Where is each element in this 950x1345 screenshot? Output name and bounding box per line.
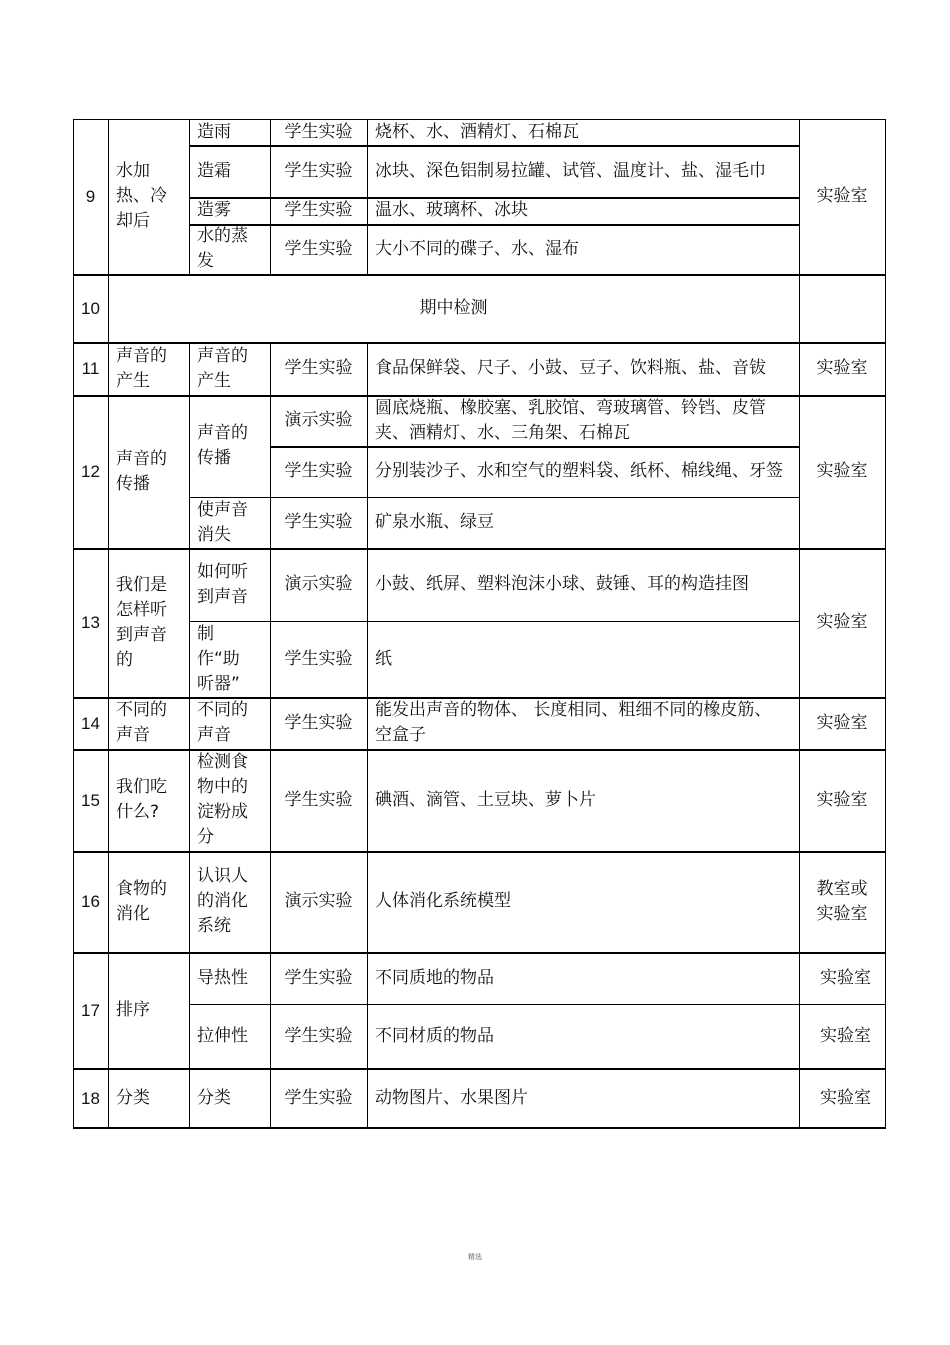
location [799,697,885,749]
experiment-type [270,1004,367,1068]
lesson-name [108,548,189,697]
topic-name-text: 认识人的消化系统 [197,866,248,936]
row-number-text: 13 [81,613,100,632]
lesson-name [108,851,189,952]
topic-name [189,497,270,548]
experiment-type-text: 学生实验 [284,358,353,378]
topic-name-text: 如何听到声音 [197,561,248,607]
materials [367,446,799,497]
topic-name-text: 造雨 [197,121,231,142]
materials-text: 能发出声音的物体、 长度相同、粗细不同的橡皮筋、空盒子 [375,700,772,745]
location-text: 实验室 [816,358,868,378]
experiment-type [270,197,367,224]
topic-name-text: 声音的产生 [197,345,248,391]
experiment-type-text: 演示实验 [284,410,353,430]
table-rule [799,274,800,342]
materials-text: 不同材质的物品 [375,1025,494,1046]
location-text: 实验室 [820,1087,871,1108]
location [799,952,885,1004]
topic-name-text: 检测食物中的淀粉成分 [197,752,248,847]
materials-text: 烧杯、水、酒精灯、石棉瓦 [375,121,579,142]
topic-name [189,749,270,851]
experiment-type [270,224,367,274]
location-text: 实验室 [820,1025,871,1046]
experiment-type-text: 学生实验 [284,200,353,220]
experiment-type [270,342,367,395]
topic-name-text: 导热性 [197,967,248,988]
location [799,851,885,952]
topic-name [189,145,270,197]
experiment-type [270,1068,367,1128]
materials-text: 冰块、深色铝制易拉罐、试管、温度计、盐、湿毛巾 [375,160,766,181]
topic-name-text: 使声音消失 [197,499,248,545]
location-text: 教室或实验室 [816,878,868,924]
location [799,1068,885,1128]
lesson-name [108,395,189,548]
materials-text: 不同质地的物品 [375,967,494,988]
materials-text: 食品保鲜袋、尺子、小鼓、豆子、饮料瓶、盐、音钹 [375,358,766,378]
topic-name-text: 不同的声音 [197,700,248,745]
experiment-type [270,548,367,621]
experiment-type [270,952,367,1004]
experiment-type-text: 学生实验 [284,967,353,988]
location-text: 实验室 [816,612,868,632]
experiment-type-text: 学生实验 [284,238,353,259]
materials [367,145,799,197]
topic-name [189,851,270,952]
materials [367,548,799,621]
row-number-text: 10 [81,298,100,318]
materials [367,497,799,548]
topic-name-text: 拉伸性 [197,1025,248,1046]
lesson-name [108,119,189,274]
midterm-label [108,274,799,342]
experiment-type [270,119,367,145]
experiment-type [270,446,367,497]
row-number-text: 18 [81,1088,100,1108]
location-text: 实验室 [816,712,868,733]
location [799,119,885,274]
materials [367,197,799,224]
materials-text: 分别装沙子、水和空气的塑料袋、纸杯、棉线绳、牙签 [375,461,783,481]
experiment-type-text: 学生实验 [284,789,353,810]
lesson-name-text: 我们吃什么? [116,777,167,822]
experiment-type-text: 学生实验 [284,512,353,532]
row-number-text: 17 [81,1000,100,1020]
experiment-type-text: 学生实验 [284,1087,353,1108]
experiment-type [270,851,367,952]
topic-name [189,621,270,697]
table-rule [885,119,886,1129]
row-number [73,342,108,395]
row-number [73,1068,108,1128]
location-text: 实验室 [820,967,871,988]
experiment-type [270,145,367,197]
experiment-type-text: 学生实验 [284,461,353,481]
topic-name [189,342,270,395]
location-text: 实验室 [816,461,868,481]
experiment-type-text: 学生实验 [284,160,353,181]
topic-name-text: 声音的传播 [197,423,248,468]
experiment-type [270,749,367,851]
lesson-name-text: 不同的声音 [116,700,167,745]
materials-text: 温水、玻璃杯、冰块 [375,200,528,220]
materials-text: 小鼓、纸屏、塑料泡沫小球、鼓锤、耳的构造挂图 [375,574,749,594]
page-footer: 精选 [468,1253,482,1261]
topic-name [189,952,270,1004]
experiment-type [270,395,367,446]
row-number [73,697,108,749]
materials [367,395,799,446]
row-number-text: 12 [81,462,100,481]
experiment-type-text: 学生实验 [284,648,353,669]
materials [367,1068,799,1128]
row-number [73,548,108,697]
materials-text: 碘酒、滴管、土豆块、萝卜片 [375,789,596,810]
location [799,548,885,697]
lesson-name [108,1068,189,1128]
topic-name [189,224,270,274]
row-number [73,274,108,342]
materials-text: 圆底烧瓶、橡胶塞、乳胶馆、弯玻璃管、铃铛、皮管夹、酒精灯、水、三角架、石棉瓦 [375,397,766,443]
topic-name [189,197,270,224]
topic-name [189,1068,270,1128]
lesson-name-text: 排序 [116,999,150,1020]
topic-name-text: 水的蒸发 [197,226,248,271]
row-number-text: 14 [81,713,100,733]
materials-text: 动物图片、水果图片 [375,1087,528,1108]
midterm-label-text: 期中检测 [419,297,488,318]
topic-name-text: 造雾 [197,200,231,220]
lesson-name-text: 我们是怎样听到声音的 [116,574,167,670]
topic-name [189,548,270,621]
row-number [73,851,108,952]
row-number [73,749,108,851]
row-number [73,395,108,548]
row-number [73,952,108,1068]
row-number [73,119,108,274]
materials [367,851,799,952]
materials [367,224,799,274]
materials [367,119,799,145]
experiment-type [270,621,367,697]
materials-text: 人体消化系统模型 [375,891,511,911]
experiment-type-text: 学生实验 [284,121,353,142]
materials [367,952,799,1004]
location [799,395,885,548]
topic-name [189,1004,270,1068]
row-number-text: 15 [81,790,100,810]
location [799,749,885,851]
topic-name [189,119,270,145]
lesson-name [108,749,189,851]
experiment-type [270,697,367,749]
lesson-name [108,952,189,1068]
row-number-text: 16 [81,892,100,911]
materials [367,697,799,749]
location-text: 实验室 [816,789,868,810]
materials [367,621,799,697]
row-number-text: 11 [81,359,100,378]
lesson-name-text: 水加热、冷却后 [116,161,167,231]
experiment-type-text: 学生实验 [284,1025,353,1046]
materials-text: 矿泉水瓶、绿豆 [375,512,494,532]
materials [367,1004,799,1068]
lesson-name-text: 声音的传播 [116,448,167,494]
lesson-name-text: 声音的产生 [116,345,167,391]
experiment-type-text: 演示实验 [284,891,353,911]
topic-name [189,395,270,497]
materials [367,342,799,395]
experiment-type [270,497,367,548]
lesson-name [108,342,189,395]
materials [367,749,799,851]
materials-text: 纸 [375,648,392,669]
experiment-type-text: 演示实验 [284,574,353,594]
topic-name-text: 制作“助听器” [197,623,240,694]
row-number-text: 9 [85,187,96,206]
topic-name-text: 分类 [197,1087,231,1108]
lesson-name-text: 食物的消化 [116,878,167,924]
topic-name-text: 造霜 [197,160,231,181]
topic-name [189,697,270,749]
lesson-name-text: 分类 [116,1087,150,1108]
experiment-type-text: 学生实验 [284,712,353,733]
lesson-name [108,697,189,749]
location-text: 实验室 [816,186,868,206]
location [799,1004,885,1068]
materials-text: 大小不同的碟子、水、湿布 [375,238,579,259]
location [799,342,885,395]
